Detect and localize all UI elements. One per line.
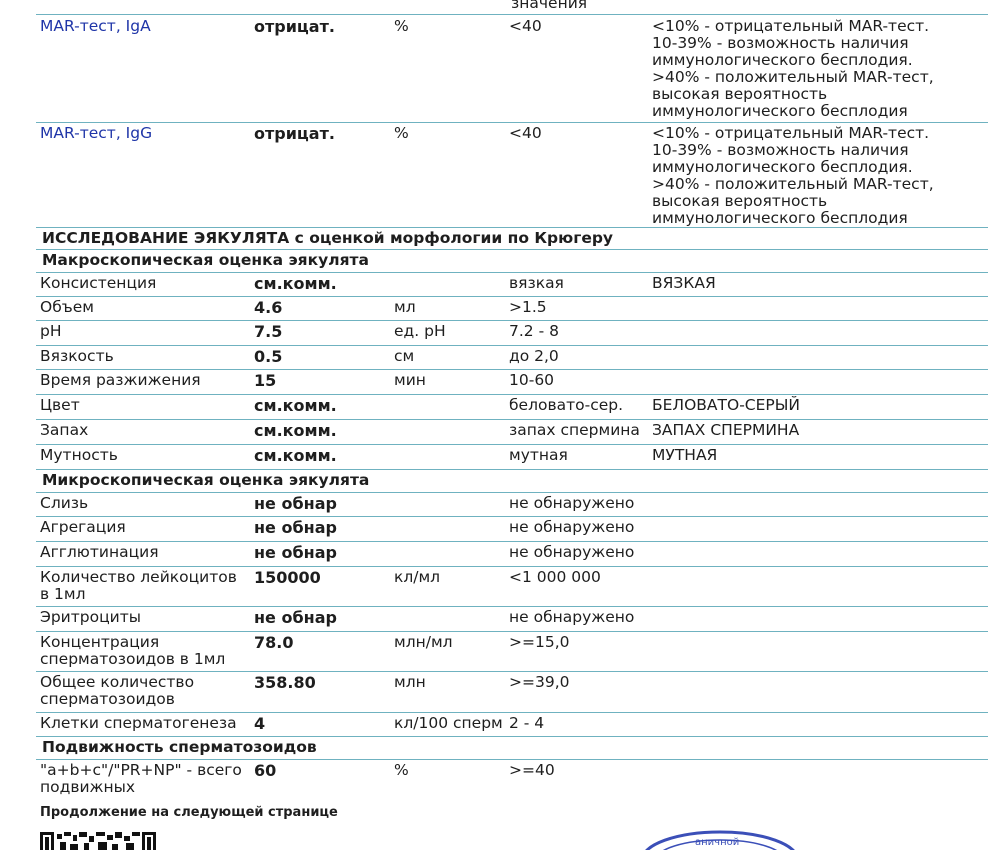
table-row bbox=[36, 566, 988, 607]
test-result: см.комм. bbox=[254, 421, 337, 440]
table-row bbox=[36, 492, 988, 517]
test-reference: <40 bbox=[509, 17, 542, 35]
test-result: 4 bbox=[254, 714, 266, 733]
test-reference: до 2,0 bbox=[509, 347, 559, 365]
test-comment: БЕЛОВАТО-СЕРЫЙ bbox=[652, 396, 801, 414]
test-reference: <1 000 000 bbox=[509, 568, 601, 586]
test-name: Эритроциты bbox=[40, 608, 141, 626]
test-unit: см bbox=[394, 347, 415, 365]
test-result: см.комм. bbox=[254, 274, 337, 293]
table-row bbox=[36, 759, 988, 799]
test-name: Время разжижения bbox=[40, 371, 201, 389]
test-name: Вязкость bbox=[40, 347, 114, 365]
test-unit: мл bbox=[394, 298, 416, 316]
table-row bbox=[36, 419, 988, 445]
test-reference: не обнаружено bbox=[509, 494, 635, 512]
seal-stamp-icon bbox=[640, 830, 800, 850]
table-row bbox=[36, 541, 988, 567]
test-result: не обнар bbox=[254, 543, 337, 562]
table-row bbox=[36, 606, 988, 632]
test-unit: % bbox=[394, 17, 409, 35]
table-row bbox=[36, 369, 988, 395]
test-reference: не обнаружено bbox=[509, 608, 635, 626]
test-result: 4.6 bbox=[254, 298, 283, 317]
test-name: Запах bbox=[40, 421, 89, 439]
test-reference: <40 bbox=[509, 124, 542, 142]
test-result: 7.5 bbox=[254, 322, 283, 341]
header-fragment: значения bbox=[511, 0, 588, 12]
table-row bbox=[36, 394, 988, 420]
test-result: 78.0 bbox=[254, 633, 294, 652]
test-result: отрицат. bbox=[254, 17, 335, 36]
test-name: Клетки сперматогенеза bbox=[40, 714, 237, 732]
table-row bbox=[36, 444, 988, 470]
table-row bbox=[36, 15, 988, 123]
test-reference: беловато-сер. bbox=[509, 396, 624, 414]
test-result: 150000 bbox=[254, 568, 321, 587]
table-row bbox=[36, 272, 988, 297]
section-heading-micro: Микроскопическая оценка эякулята bbox=[36, 469, 988, 493]
test-name: Цвет bbox=[40, 396, 80, 414]
test-reference: >1.5 bbox=[509, 298, 547, 316]
table-row bbox=[36, 320, 988, 346]
test-result: 15 bbox=[254, 371, 277, 390]
test-reference: запах спермина bbox=[509, 421, 640, 439]
test-result: см.комм. bbox=[254, 396, 337, 415]
section-heading-macro: Макроскопическая оценка эякулята bbox=[36, 249, 988, 273]
test-comment: <10% - отрицательный MAR-тест. 10-39% - возможность наличия иммунологического бесплодия. >40% - положительный MAR-тест, высокая вероятность иммунологического бесплодия bbox=[652, 124, 934, 227]
test-reference: >=15,0 bbox=[509, 633, 570, 651]
test-name: "a+b+c"/"PR+NP" - всего подвижных bbox=[40, 761, 242, 796]
test-reference: >=40 bbox=[509, 761, 555, 779]
test-name: pH bbox=[40, 322, 62, 340]
test-name: Количество лейкоцитов в 1мл bbox=[40, 568, 237, 603]
test-name[interactable]: MAR-тест, IgA bbox=[40, 17, 151, 35]
qr-code-icon bbox=[40, 832, 160, 850]
test-reference: 10-60 bbox=[509, 371, 555, 389]
test-comment: ВЯЗКАЯ bbox=[652, 274, 716, 292]
test-name[interactable]: MAR-тест, IgG bbox=[40, 124, 153, 142]
test-unit: % bbox=[394, 761, 409, 779]
test-name: Консистенция bbox=[40, 274, 157, 292]
test-comment: ЗАПАХ СПЕРМИНА bbox=[652, 421, 800, 439]
test-reference: 2 - 4 bbox=[509, 714, 545, 732]
test-unit: ед. pH bbox=[394, 322, 446, 340]
test-comment: <10% - отрицательный MAR-тест. 10-39% - возможность наличия иммунологического бесплодия. >40% - положительный MAR-тест, высокая вероятность иммунологического бесплодия bbox=[652, 17, 934, 120]
test-comment: МУТНАЯ bbox=[652, 446, 718, 464]
test-unit: кл/100 сперм bbox=[394, 714, 503, 732]
test-result: не обнар bbox=[254, 494, 337, 513]
test-result: не обнар bbox=[254, 518, 337, 537]
table-row bbox=[36, 671, 988, 713]
test-name: Общее количество сперматозоидов bbox=[40, 673, 195, 708]
test-name: Мутность bbox=[40, 446, 118, 464]
section-heading: ИССЛЕДОВАНИЕ ЭЯКУЛЯТА с оценкой морфологии по Крюгеру bbox=[36, 227, 988, 250]
test-unit: кл/мл bbox=[394, 568, 441, 586]
test-unit: мин bbox=[394, 371, 426, 389]
stamp-text: аничной bbox=[695, 837, 740, 848]
continuation-note: Продолжение на следующей странице bbox=[40, 805, 338, 820]
test-reference: >=39,0 bbox=[509, 673, 570, 691]
table-row bbox=[36, 631, 988, 672]
table-row bbox=[36, 712, 988, 737]
table-row bbox=[36, 345, 988, 370]
test-reference: 7.2 - 8 bbox=[509, 322, 559, 340]
table-row bbox=[36, 296, 988, 321]
test-unit: % bbox=[394, 124, 409, 142]
test-reference: не обнаружено bbox=[509, 518, 635, 536]
test-unit: млн bbox=[394, 673, 426, 691]
section-heading-motility: Подвижность сперматозоидов bbox=[36, 736, 988, 760]
test-name: Объем bbox=[40, 298, 94, 316]
test-result: отрицат. bbox=[254, 124, 335, 143]
test-result: не обнар bbox=[254, 608, 337, 627]
test-result: 60 bbox=[254, 761, 277, 780]
test-reference: не обнаружено bbox=[509, 543, 635, 561]
test-name: Слизь bbox=[40, 494, 89, 512]
test-name: Концентрация сперматозоидов в 1мл bbox=[40, 633, 226, 668]
table-row bbox=[36, 122, 988, 228]
table-row bbox=[36, 516, 988, 542]
test-result: 0.5 bbox=[254, 347, 283, 366]
test-name: Агглютинация bbox=[40, 543, 159, 561]
test-name: Агрегация bbox=[40, 518, 126, 536]
test-unit: млн/мл bbox=[394, 633, 453, 651]
test-reference: вязкая bbox=[509, 274, 564, 292]
test-result: 358.80 bbox=[254, 673, 316, 692]
test-result: см.комм. bbox=[254, 446, 337, 465]
test-reference: мутная bbox=[509, 446, 568, 464]
